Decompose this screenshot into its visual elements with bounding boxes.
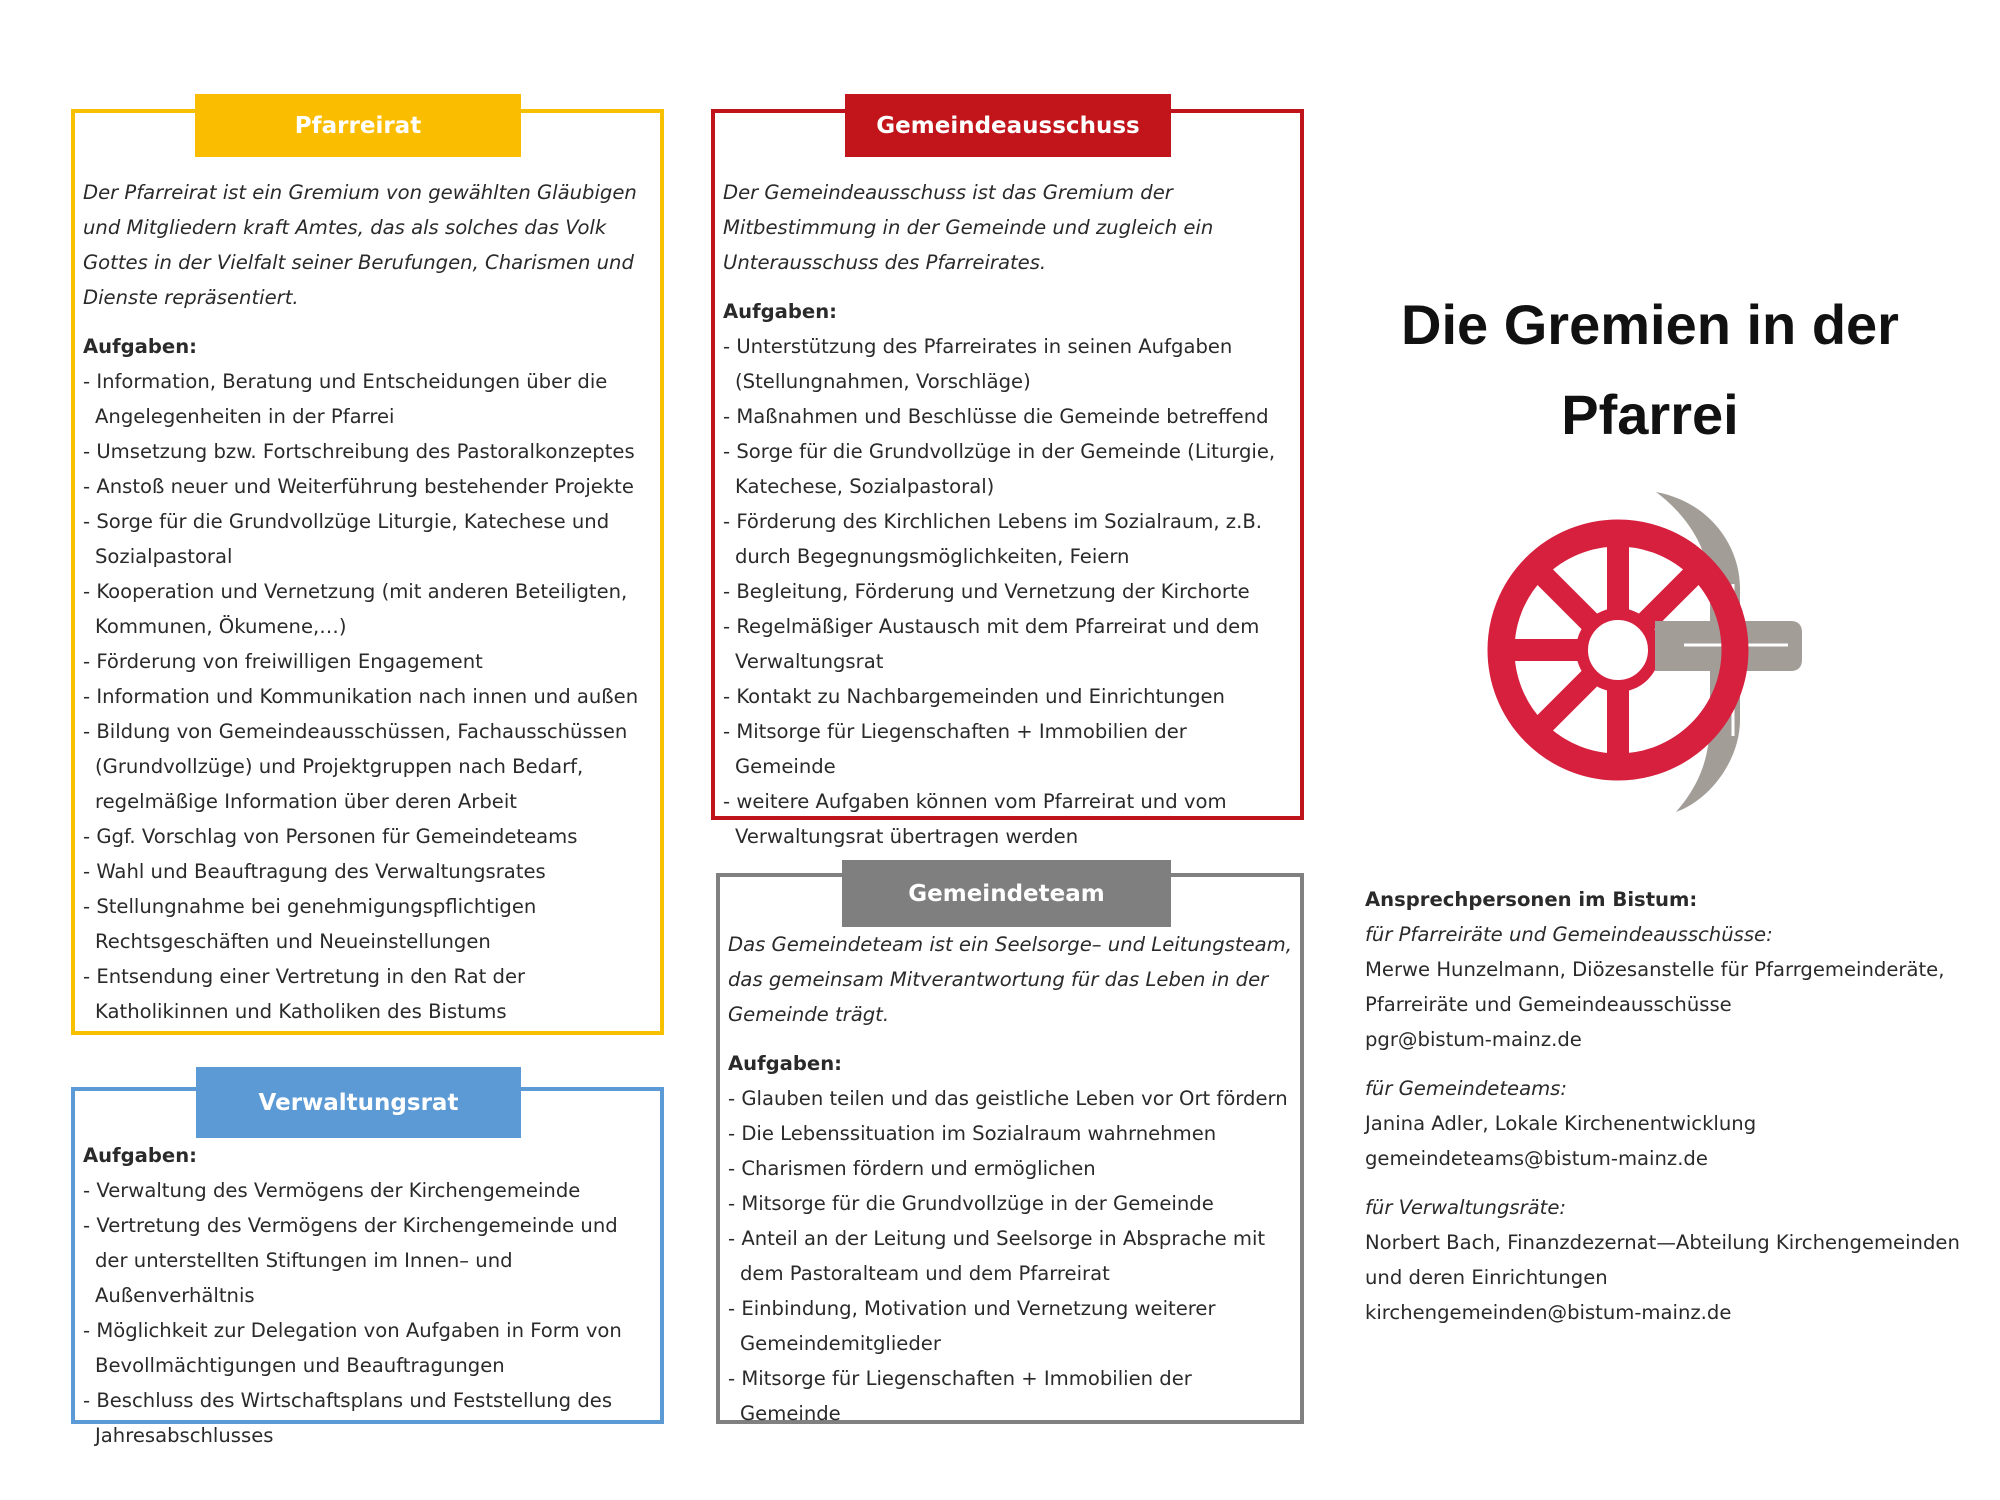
task-item: - Begleitung, Förderung und Vernetzung der Kirchorte bbox=[723, 574, 1292, 609]
task-item: - Ggf. Vorschlag von Personen für Gemeindeteams bbox=[83, 819, 652, 854]
verwaltungsrat-task-list bbox=[83, 1173, 652, 1453]
verwaltungsrat-content bbox=[83, 1138, 652, 1453]
gemeindeausschuss-content bbox=[723, 175, 1292, 854]
task-item: - Stellungnahme bei genehmigungspflichtigen Rechtsgeschäften und Neueinstellungen bbox=[83, 889, 652, 959]
gemeindeausschuss-task-list bbox=[723, 329, 1292, 854]
page-title-line-2: Pfarrei bbox=[1561, 383, 1739, 446]
page-title-line-1: Die Gremien in der bbox=[1401, 293, 1899, 356]
task-item: - Beschluss des Wirtschaftsplans und Feststellung des Jahresabschlusses bbox=[83, 1383, 652, 1453]
contact-label-pfarreiraete: für Pfarreiräte und Gemeindeausschüsse: bbox=[1365, 923, 1773, 946]
bistum-mainz-wheel-cross-logo bbox=[1478, 488, 1818, 818]
task-item: - Förderung von freiwilligen Engagement bbox=[83, 644, 652, 679]
task-item: - Entsendung einer Vertretung in den Rat der Katholikinnen und Katholiken des Bistums bbox=[83, 959, 652, 1029]
gemeindeteam-task-list bbox=[728, 1081, 1292, 1431]
contact-label-gemeindeteams: für Gemeindeteams: bbox=[1365, 1077, 1567, 1100]
task-item: - Maßnahmen und Beschlüsse die Gemeinde betreffend bbox=[723, 399, 1292, 434]
pfarreirat-description: Der Pfarreirat ist ein Gremium von gewählten Gläubigen und Mitgliedern kraft Amtes, das als solches das Volk Gottes in der Vielfalt seiner Berufungen, Charismen und Dienste repräsentiert. bbox=[83, 181, 637, 309]
contacts-heading: Ansprechpersonen im Bistum: bbox=[1365, 888, 1698, 911]
pfarreirat-content bbox=[83, 175, 652, 1029]
gemeindeteam-title: Gemeindeteam bbox=[842, 860, 1171, 927]
task-item: - Mitsorge für die Grundvollzüge in der Gemeinde bbox=[728, 1186, 1292, 1221]
pfarreirat-task-list bbox=[83, 364, 652, 1029]
task-item: - Information, Beratung und Entscheidungen über die Angelegenheiten in der Pfarrei bbox=[83, 364, 652, 434]
task-item: - Glauben teilen und das geistliche Leben vor Ort fördern bbox=[728, 1081, 1292, 1116]
gemeindeausschuss-title: Gemeindeausschuss bbox=[845, 94, 1171, 157]
contacts-section bbox=[1365, 882, 1965, 1330]
task-item: - weitere Aufgaben können vom Pfarreirat und vom Verwaltungsrat übertragen werden bbox=[723, 784, 1292, 854]
gemeindeausschuss-box bbox=[711, 109, 1304, 848]
contact-label-verwaltungsraete: für Verwaltungsräte: bbox=[1365, 1196, 1567, 1219]
task-item: - Regelmäßiger Austausch mit dem Pfarreirat und dem Verwaltungsrat bbox=[723, 609, 1292, 679]
verwaltungsrat-title: Verwaltungsrat bbox=[196, 1067, 521, 1138]
gemeindeteam-box bbox=[716, 873, 1304, 1424]
contact-email-gemeindeteams[interactable]: gemeindeteams@bistum-mainz.de bbox=[1365, 1147, 1708, 1170]
contact-name-pfarreiraete: Merwe Hunzelmann, Diözesanstelle für Pfarrgemeinderäte, Pfarreiräte und Gemeindeausschüsse bbox=[1365, 958, 1945, 1016]
gemeindeteam-description: Das Gemeindeteam ist ein Seelsorge– und Leitungsteam, das gemeinsam Mitverantwortung für das Leben in der Gemeinde trägt. bbox=[728, 933, 1292, 1026]
task-item: - Umsetzung bzw. Fortschreibung des Pastoralkonzeptes bbox=[83, 434, 652, 469]
pfarreirat-box bbox=[71, 109, 664, 1035]
task-item: - Einbindung, Motivation und Vernetzung weiterer Gemeindemitglieder bbox=[728, 1291, 1292, 1361]
task-item: - Sorge für die Grundvollzüge in der Gemeinde (Liturgie, Katechese, Sozialpastoral) bbox=[723, 434, 1292, 504]
gemeindeteam-tasks-heading: Aufgaben: bbox=[728, 1052, 842, 1075]
gemeindeausschuss-tasks-heading: Aufgaben: bbox=[723, 300, 837, 323]
task-item: - Wahl und Beauftragung des Verwaltungsrates bbox=[83, 854, 652, 889]
contact-email-pfarreiraete[interactable]: pgr@bistum-mainz.de bbox=[1365, 1028, 1582, 1051]
task-item: - Bildung von Gemeindeausschüssen, Fachausschüssen (Grundvollzüge) und Projektgruppen nach Bedarf, regelmäßige Information über deren Arbeit bbox=[83, 714, 652, 819]
task-item: - Förderung des Kirchlichen Lebens im Sozialraum, z.B. durch Begegnungsmöglichkeiten, Feiern bbox=[723, 504, 1292, 574]
contact-name-gemeindeteams: Janina Adler, Lokale Kirchenentwicklung bbox=[1365, 1112, 1757, 1135]
page-title bbox=[1380, 280, 1920, 460]
gemeindeteam-content bbox=[728, 927, 1292, 1431]
task-item: - Kooperation und Vernetzung (mit anderen Beteiligten, Kommunen, Ökumene,…) bbox=[83, 574, 652, 644]
task-item: - Anteil an der Leitung und Seelsorge in Absprache mit dem Pastoralteam und dem Pfarreirat bbox=[728, 1221, 1292, 1291]
task-item: - Verwaltung des Vermögens der Kirchengemeinde bbox=[83, 1173, 652, 1208]
pfarreirat-tasks-heading: Aufgaben: bbox=[83, 335, 197, 358]
task-item: - Mitsorge für Liegenschaften + Immobilien der Gemeinde bbox=[728, 1361, 1292, 1431]
task-item: - Charismen fördern und ermöglichen bbox=[728, 1151, 1292, 1186]
verwaltungsrat-tasks-heading: Aufgaben: bbox=[83, 1144, 197, 1167]
task-item: - Sorge für die Grundvollzüge Liturgie, Katechese und Sozialpastoral bbox=[83, 504, 652, 574]
task-item: - Information und Kommunikation nach innen und außen bbox=[83, 679, 652, 714]
task-item: - Unterstützung des Pfarreirates in seinen Aufgaben (Stellungnahmen, Vorschläge) bbox=[723, 329, 1292, 399]
pfarreirat-title: Pfarreirat bbox=[195, 94, 521, 157]
contact-email-verwaltungsraete[interactable]: kirchengemeinden@bistum-mainz.de bbox=[1365, 1301, 1732, 1324]
task-item: - Mitsorge für Liegenschaften + Immobilien der Gemeinde bbox=[723, 714, 1292, 784]
contact-name-verwaltungsraete: Norbert Bach, Finanzdezernat—Abteilung Kirchengemeinden und deren Einrichtungen bbox=[1365, 1231, 1960, 1289]
task-item: - Die Lebenssituation im Sozialraum wahrnehmen bbox=[728, 1116, 1292, 1151]
task-item: - Möglichkeit zur Delegation von Aufgaben in Form von Bevollmächtigungen und Beauftragungen bbox=[83, 1313, 652, 1383]
task-item: - Anstoß neuer und Weiterführung bestehender Projekte bbox=[83, 469, 652, 504]
gemeindeausschuss-description: Der Gemeindeausschuss ist das Gremium der Mitbestimmung in der Gemeinde und zugleich ein Unterausschuss des Pfarreirates. bbox=[723, 181, 1214, 274]
task-item: - Vertretung des Vermögens der Kirchengemeinde und der unterstellten Stiftungen im Innen– und Außenverhältnis bbox=[83, 1208, 652, 1313]
task-item: - Kontakt zu Nachbargemeinden und Einrichtungen bbox=[723, 679, 1292, 714]
